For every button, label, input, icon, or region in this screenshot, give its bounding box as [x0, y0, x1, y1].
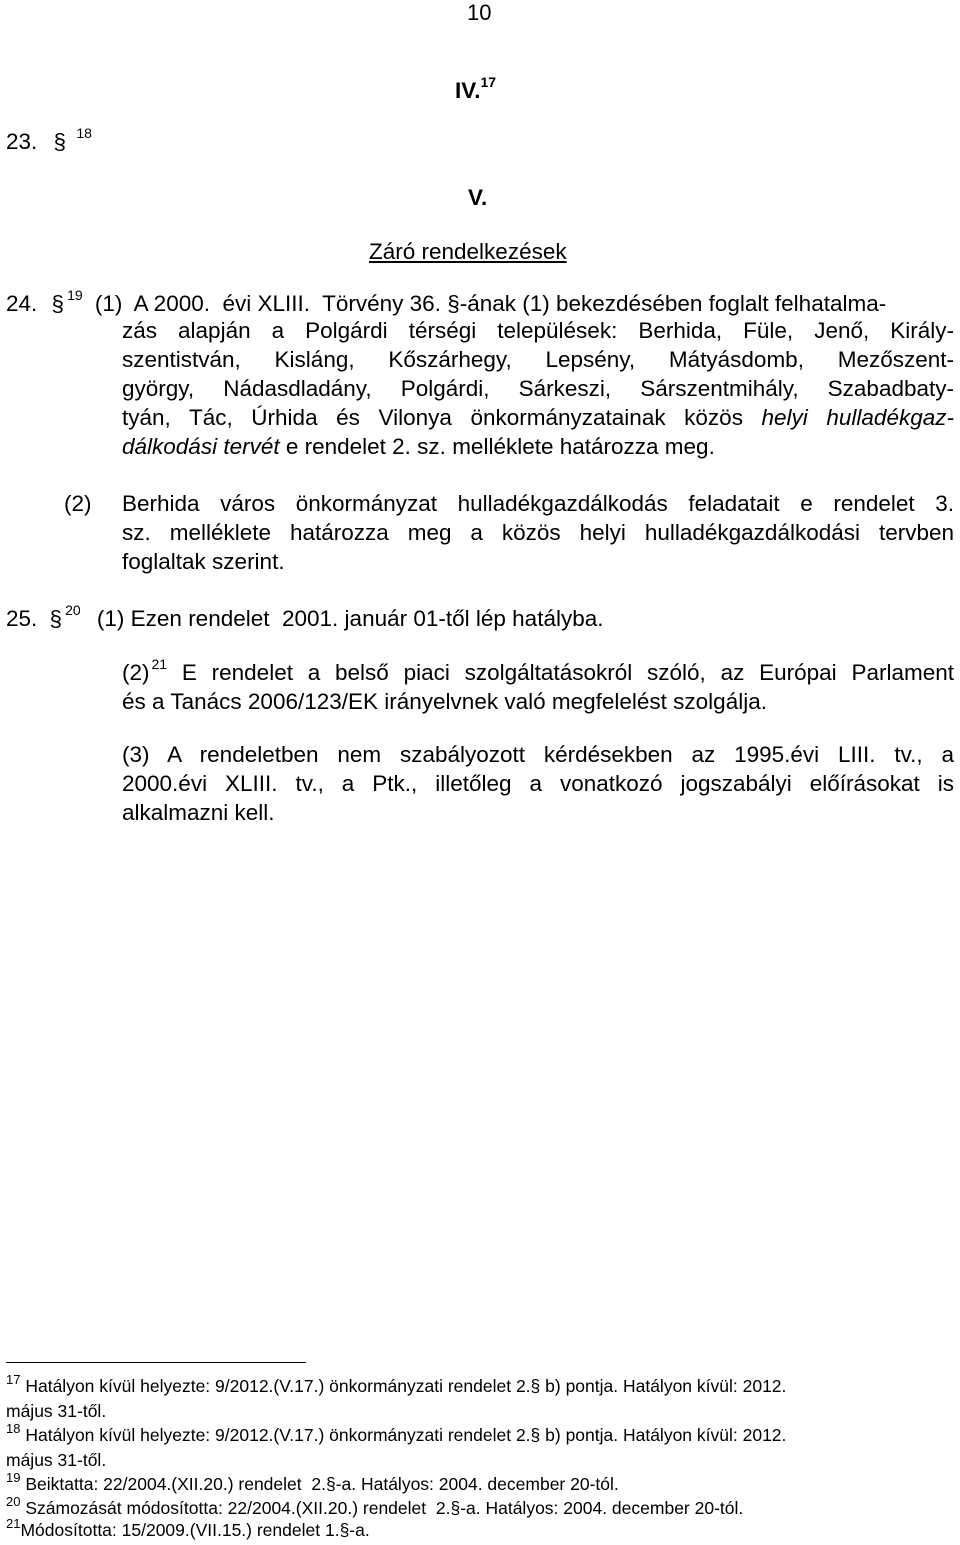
footnote-18-line-2: május 31-től.: [6, 1450, 107, 1470]
para-25-2-text: E rendelet a belső piaci szolgáltatásokról szóló, az Európai Parlament: [167, 660, 954, 685]
para-24-text-cont: -ának (1) bekezdésében foglalt felhatalma-: [459, 291, 887, 316]
footnote-17: [6, 1372, 787, 1397]
footnote-17-text-cont: b) pontja. Hatályon kívül: 2012.: [540, 1376, 787, 1396]
section-sign: §: [339, 1520, 350, 1540]
para-25-number: 25.: [6, 606, 38, 631]
para-25-3-line-2: 2000.évi XLIII. tv., a Ptk., illetőleg a vonatkozó jogszabályi előírásokat is: [122, 771, 954, 796]
para-25-1-text: (1) Ezen rendelet 2001. január 01-től lép hatályba.: [96, 606, 604, 631]
footnote-ref-20: 20: [65, 602, 81, 618]
footnote-19-text: Beiktatta: 22/2004.(XII.20.) rendelet 2.: [25, 1474, 326, 1494]
footnote-separator: [6, 1362, 306, 1363]
footnote-19-text-cont: -a. Hatályos: 2004. december 20-tól.: [335, 1474, 619, 1494]
footnote-18: [6, 1421, 787, 1446]
footnote-ref-21: 21: [151, 656, 168, 672]
footnote-21-text-cont: -a.: [349, 1520, 370, 1540]
section-sign: §: [51, 291, 65, 316]
para-24-text-start: (1) A 2000. évi XLIII. Törvény 36.: [94, 291, 441, 316]
footnote-21-text: Módosította: 15/2009.(VII.15.) rendelet 1.: [20, 1520, 340, 1540]
footnote-18-text-cont: b) pontja. Hatályon kívül: 2012.: [540, 1425, 787, 1445]
footnote-20: [6, 1494, 744, 1519]
footnote-19: [6, 1470, 619, 1495]
section-sign: §: [530, 1376, 541, 1396]
para-24-line-6-text: e rendelet 2. sz. melléklete határozza meg.: [279, 434, 715, 459]
section-sign: §: [447, 291, 460, 316]
para-23-number: 23.: [6, 129, 38, 154]
para-25-line-1: [6, 602, 604, 632]
heading-zaro-rendelkezesek: Záró rendelkezések: [369, 239, 567, 264]
section-sign: §: [53, 129, 67, 154]
para-25-3-line-1: (3) A rendeletben nem szabályozott kérdésekben az 1995.évi LIII. tv., a: [122, 742, 954, 767]
section-sign: §: [49, 606, 63, 631]
section-sign: §: [325, 1474, 336, 1494]
section-sign: §: [450, 1498, 461, 1518]
para-24-line-6-italic: dálkodási tervét: [122, 434, 280, 459]
footnote-18-number: 18: [6, 1421, 21, 1436]
page-number: 10: [467, 0, 492, 25]
footnote-ref-19: 19: [67, 287, 83, 303]
para-24-line-2: zás alapján a Polgárdi térségi települések: Berhida, Füle, Jenő, Király-: [122, 318, 954, 343]
heading-iv-text: IV.: [455, 78, 481, 103]
para-24-line-5-italic: helyi hulladékgaz-: [761, 405, 954, 430]
para-24-line-1: [6, 287, 887, 317]
para-24-line-6: [122, 434, 715, 460]
footnote-20-text-cont: -a. Hatályos: 2004. december 20-tól.: [460, 1498, 744, 1518]
footnote-19-number: 19: [6, 1470, 21, 1485]
heading-v: V.: [468, 185, 488, 210]
footnote-ref-18: 18: [76, 125, 92, 141]
footnote-ref-17: 17: [480, 74, 497, 90]
para-24-2-label: (2): [64, 491, 92, 516]
para-24-number: 24.: [6, 291, 38, 316]
para-25-3-line-3: alkalmazni kell.: [122, 800, 275, 825]
para-25-2-line-1: [122, 656, 954, 686]
footnote-21: [6, 1516, 370, 1541]
para-25-2-label: (2): [122, 660, 150, 685]
footnote-17-number: 17: [6, 1372, 21, 1387]
footnote-20-text: Számozását módosította: 22/2004.(XII.20.) rendelet 2.: [25, 1498, 451, 1518]
para-24-line-5-text: tyán, Tác, Úrhida és Vilonya önkormányzatainak közös: [122, 405, 762, 430]
para-24-2-line-3: foglaltak szerint.: [122, 549, 285, 574]
para-24-2-line-1: Berhida város önkormányzat hulladékgazdálkodás feladatait e rendelet 3.: [122, 491, 954, 516]
para-24-2-line-2: sz. melléklete határozza meg a közös helyi hulladékgazdálkodási tervben: [122, 520, 954, 545]
para-24-line-5: [122, 405, 954, 431]
para-24-line-4: györgy, Nádasdladány, Polgárdi, Sárkeszi, Sárszentmihály, Szabadbaty-: [122, 376, 954, 401]
footnote-20-number: 20: [6, 1494, 21, 1509]
para-25-2-line-2: és a Tanács 2006/123/EK irányelvnek való megfelelést szolgálja.: [122, 689, 767, 714]
footnote-17-line-2: május 31-től.: [6, 1401, 107, 1421]
heading-iv: [455, 74, 497, 104]
footnote-17-text: Hatályon kívül helyezte: 9/2012.(V.17.) önkormányzati rendelet 2.: [25, 1376, 531, 1396]
para-24-line-3: szentistván, Kisláng, Kőszárhegy, Lepsény, Mátyásdomb, Mezőszent-: [122, 347, 954, 372]
footnote-18-text: Hatályon kívül helyezte: 9/2012.(V.17.) önkormányzati rendelet 2.: [25, 1425, 531, 1445]
para-23: [6, 125, 92, 155]
footnote-21-number: 21: [6, 1516, 21, 1531]
section-sign: §: [530, 1425, 541, 1445]
